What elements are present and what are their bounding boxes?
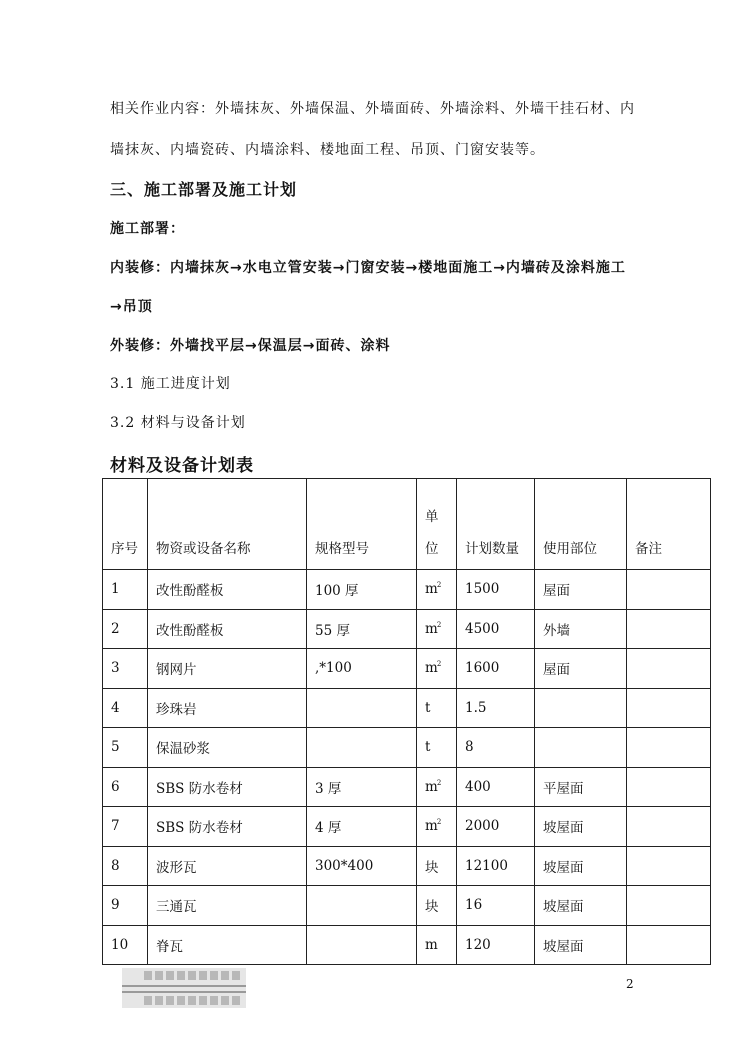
- cell-location: [535, 925, 627, 965]
- unit-superscript: 2: [436, 660, 442, 669]
- cell-no-text: 2: [111, 620, 120, 637]
- cell-name-text: 改性酚醛板: [156, 583, 224, 600]
- cell-unit-text: t: [425, 699, 431, 716]
- cell-spec: [307, 728, 417, 768]
- cell-remark: [627, 649, 711, 689]
- cell-location-text: 坡屋面: [543, 938, 584, 955]
- header-no: 序号: [103, 479, 148, 570]
- cell-location: [535, 649, 627, 689]
- cell-remark: [627, 807, 711, 847]
- cell-qty: [457, 728, 535, 768]
- table-row: [103, 925, 711, 965]
- cell-name-text: 脊瓦: [156, 938, 183, 955]
- cell-unit-text: m: [425, 936, 438, 953]
- cell-name-text: 钢网片: [156, 662, 197, 679]
- exterior-sequence: 外装修：外墙找平层→保温层→面砖、涂料: [110, 338, 391, 354]
- cell-unit-text: m: [425, 778, 438, 795]
- cell-unit: [417, 609, 457, 649]
- cell-no-text: 4: [111, 699, 120, 716]
- cell-qty: [457, 609, 535, 649]
- cell-no-text: 1: [111, 581, 120, 598]
- cell-no-text: 6: [111, 778, 120, 795]
- materials-table: [102, 478, 711, 965]
- cell-unit: [417, 570, 457, 610]
- table-row: [103, 688, 711, 728]
- cell-qty-text: 1.5: [465, 699, 487, 716]
- cell-spec: [307, 886, 417, 926]
- cell-qty: [457, 649, 535, 689]
- cell-spec-text: 100 厚: [315, 583, 359, 600]
- cell-spec-text: 4 厚: [315, 820, 342, 837]
- cell-name: [148, 767, 307, 807]
- section-title: 三、施工部署及施工计划: [110, 180, 298, 199]
- cell-no: [103, 846, 148, 886]
- header-unit: [417, 479, 457, 570]
- cell-name-text: 改性酚醛板: [156, 622, 224, 639]
- cell-qty: [457, 688, 535, 728]
- cell-location: [535, 728, 627, 768]
- cell-qty-text: 120: [465, 936, 491, 953]
- table-row: [103, 846, 711, 886]
- cell-qty-text: 8: [465, 739, 474, 756]
- cell-location-text: 屋面: [543, 583, 570, 600]
- cell-qty-text: 2000: [465, 818, 500, 835]
- cell-unit: [417, 688, 457, 728]
- cell-location: [535, 688, 627, 728]
- cell-no-text: 7: [111, 818, 120, 835]
- cell-unit: [417, 767, 457, 807]
- cell-name-text: 波形瓦: [156, 859, 197, 876]
- cell-spec-text: 3 厚: [315, 780, 342, 797]
- header-unit-top: 单: [425, 509, 439, 525]
- cell-name-text: SBS 防水卷材: [156, 820, 243, 837]
- cell-remark: [627, 925, 711, 965]
- cell-qty-text: 400: [465, 778, 491, 795]
- table-title: 材料及设备计划表: [110, 456, 254, 476]
- interior-sequence-line-2: →吊顶: [110, 299, 153, 315]
- cell-qty: [457, 807, 535, 847]
- cell-spec: [307, 846, 417, 886]
- cell-location: [535, 570, 627, 610]
- table-body: [103, 570, 711, 965]
- cell-spec-text: 300*400: [315, 857, 374, 874]
- cell-no-text: 9: [111, 897, 120, 914]
- cell-no-text: 5: [111, 739, 120, 756]
- cell-location-text: 坡屋面: [543, 820, 584, 837]
- cell-unit-text: t: [425, 739, 431, 756]
- cell-no: [103, 886, 148, 926]
- cell-no: [103, 570, 148, 610]
- table-row: [103, 807, 711, 847]
- cell-unit: [417, 846, 457, 886]
- cell-remark: [627, 886, 711, 926]
- cell-unit: [417, 649, 457, 689]
- cell-qty: [457, 846, 535, 886]
- cell-spec-text: 55 厚: [315, 622, 350, 639]
- page-number: 2: [626, 977, 634, 991]
- cell-location-text: 坡屋面: [543, 859, 584, 876]
- header-spec: 规格型号: [307, 479, 417, 570]
- cell-spec: [307, 570, 417, 610]
- cell-unit-text: 块: [425, 899, 439, 916]
- cell-remark: [627, 728, 711, 768]
- cell-name-text: SBS 防水卷材: [156, 780, 243, 797]
- paragraph-line-1: 相关作业内容：外墙抹灰、外墙保温、外墙面砖、外墙涂料、外墙干挂石材、内: [110, 101, 635, 117]
- cell-name: [148, 925, 307, 965]
- cell-spec: [307, 609, 417, 649]
- table-row: [103, 570, 711, 610]
- cell-qty: [457, 767, 535, 807]
- table-row: [103, 609, 711, 649]
- cell-unit: [417, 925, 457, 965]
- paragraph-line-2: 墙抹灰、内墙瓷砖、内墙涂料、楼地面工程、吊顶、门窗安装等。: [110, 142, 545, 158]
- cell-remark: [627, 846, 711, 886]
- cell-name: [148, 570, 307, 610]
- cell-unit-text: m: [425, 818, 438, 835]
- cell-remark: [627, 767, 711, 807]
- cell-unit: [417, 886, 457, 926]
- cell-location-text: 坡屋面: [543, 899, 584, 916]
- cell-name: [148, 886, 307, 926]
- unit-superscript: 2: [436, 620, 442, 629]
- cell-name: [148, 807, 307, 847]
- cell-name: [148, 609, 307, 649]
- cell-spec: [307, 649, 417, 689]
- cell-qty-text: 12100: [465, 857, 508, 874]
- cell-qty: [457, 886, 535, 926]
- cell-spec: [307, 688, 417, 728]
- unit-superscript: 2: [436, 778, 442, 787]
- cell-unit-text: m: [425, 581, 438, 598]
- subsection-schedule: 3.1 施工进度计划: [110, 376, 231, 392]
- cell-spec: [307, 767, 417, 807]
- cell-no-text: 10: [111, 936, 129, 953]
- header-location: 使用部位: [535, 479, 627, 570]
- cell-spec: [307, 807, 417, 847]
- cell-no: [103, 925, 148, 965]
- cell-no: [103, 807, 148, 847]
- cell-no: [103, 609, 148, 649]
- table-row: [103, 886, 711, 926]
- cell-no-text: 3: [111, 660, 120, 677]
- header-name: 物资或设备名称: [148, 479, 307, 570]
- cell-location: [535, 846, 627, 886]
- cell-location: [535, 767, 627, 807]
- table-row: [103, 767, 711, 807]
- cell-qty: [457, 925, 535, 965]
- cell-qty: [457, 570, 535, 610]
- cell-qty-text: 1500: [465, 581, 500, 598]
- cell-remark: [627, 570, 711, 610]
- interior-sequence-line-1: 内装修：内墙抹灰→水电立管安装→门窗安装→楼地面施工→内墙砖及涂料施工: [110, 260, 626, 276]
- table-header-row: [103, 479, 711, 570]
- cell-unit-text: m: [425, 620, 438, 637]
- cell-name: [148, 728, 307, 768]
- cell-spec-text: ,*100: [315, 660, 352, 677]
- cell-remark: [627, 688, 711, 728]
- table-row: [103, 728, 711, 768]
- cell-location-text: 外墙: [543, 622, 570, 639]
- deploy-label: 施工部署：: [110, 221, 185, 237]
- cell-no: [103, 649, 148, 689]
- cell-name: [148, 846, 307, 886]
- cell-no: [103, 767, 148, 807]
- cell-no: [103, 688, 148, 728]
- stacked-grid-logo-icon: [122, 968, 246, 1008]
- cell-unit-text: m: [425, 660, 438, 677]
- cell-name: [148, 649, 307, 689]
- cell-location-text: 平屋面: [543, 780, 584, 797]
- unit-superscript: 2: [436, 818, 442, 827]
- cell-location: [535, 807, 627, 847]
- cell-unit: [417, 807, 457, 847]
- subsection-materials: 3.2 材料与设备计划: [110, 415, 246, 431]
- cell-no-text: 8: [111, 857, 120, 874]
- cell-location: [535, 609, 627, 649]
- cell-name: [148, 688, 307, 728]
- header-unit-bottom: 位: [425, 541, 439, 557]
- header-remark: 备注: [627, 479, 711, 570]
- cell-name-text: 三通瓦: [156, 899, 197, 916]
- cell-location-text: 屋面: [543, 662, 570, 679]
- cell-name-text: 珍珠岩: [156, 701, 197, 718]
- cell-qty-text: 1600: [465, 660, 500, 677]
- cell-qty-text: 16: [465, 897, 483, 914]
- header-qty: 计划数量: [457, 479, 535, 570]
- cell-no: [103, 728, 148, 768]
- cell-qty-text: 4500: [465, 620, 500, 637]
- cell-remark: [627, 609, 711, 649]
- table-row: [103, 649, 711, 689]
- unit-superscript: 2: [436, 581, 442, 590]
- cell-location: [535, 886, 627, 926]
- cell-name-text: 保温砂浆: [156, 741, 210, 758]
- cell-spec: [307, 925, 417, 965]
- cell-unit: [417, 728, 457, 768]
- cell-unit-text: 块: [425, 859, 439, 876]
